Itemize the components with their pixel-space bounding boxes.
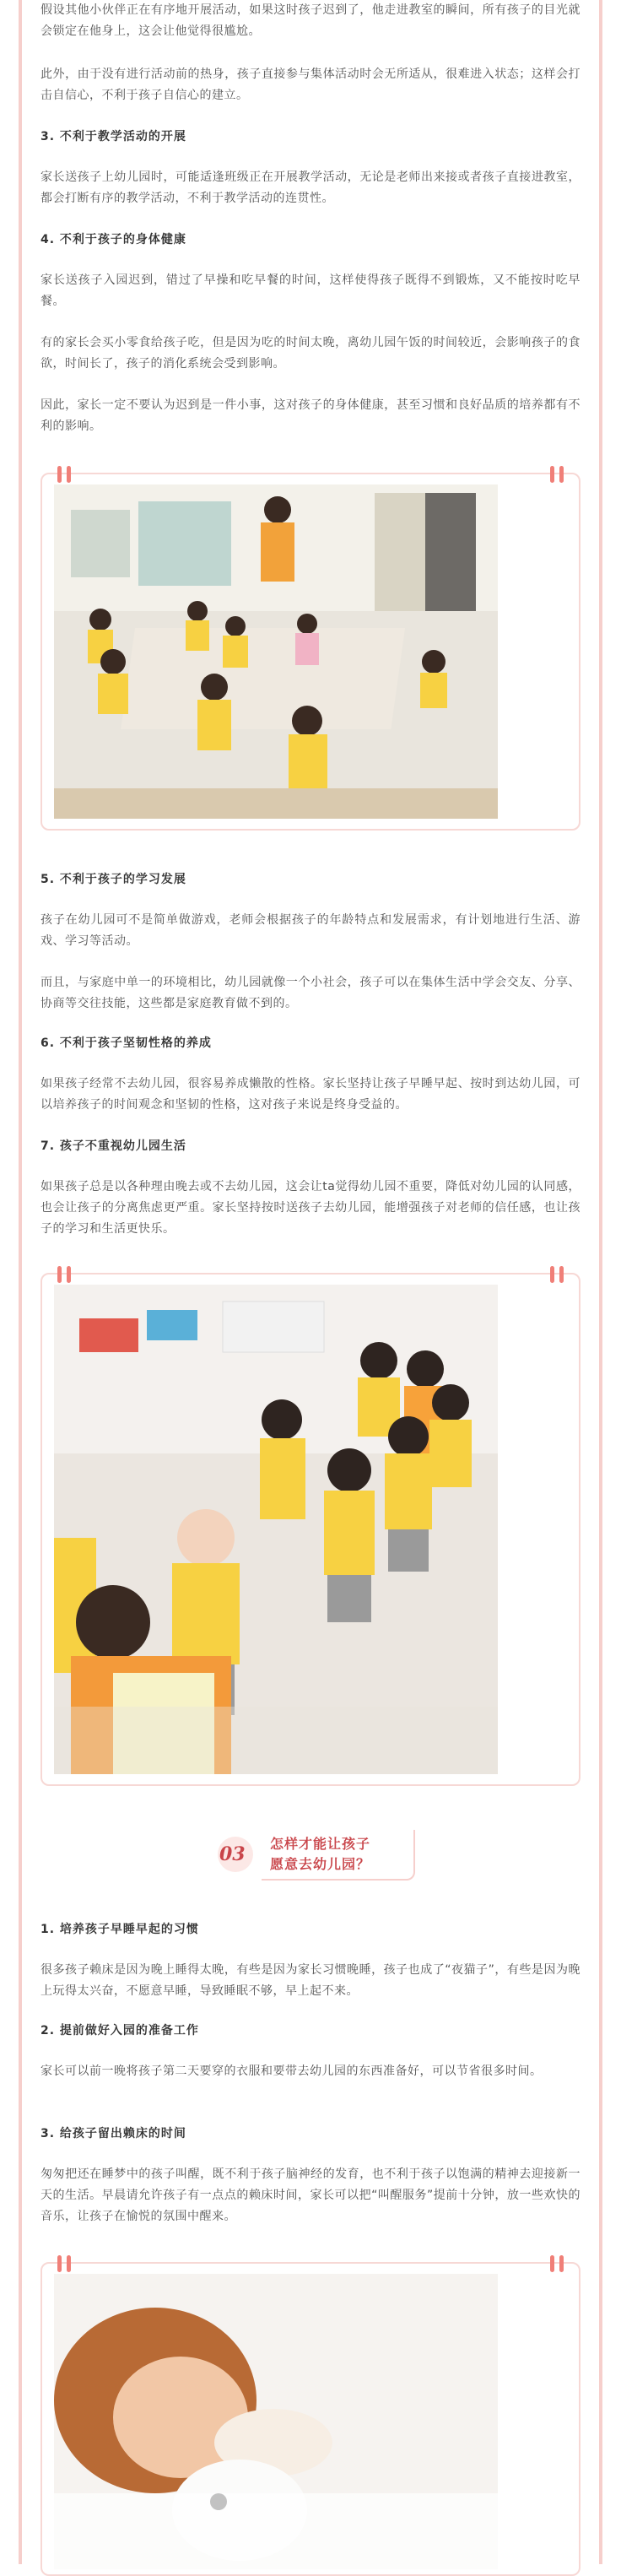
paragraph: 很多孩子赖床是因为晚上睡得太晚，有些是因为家长习惯晚睡，孩子也成了“夜猫子”，有些是因为晚上玩得太兴奋，不愿意早睡，导致睡眠不够，早上起不来。 — [40, 1963, 580, 1998]
paragraph: 因此，家长一定不要认为迟到是一件小事，这对孩子的身体健康，甚至习惯和良好品质的培养都有不利的影响。 — [40, 398, 580, 433]
photo-frame — [40, 1273, 580, 1786]
section-heading: 7. 孩子不重视幼儿园生活 — [40, 1139, 186, 1153]
children-lining-up-photo — [54, 1285, 498, 1774]
paragraph: 如果孩子经常不去幼儿园，很容易养成懒散的性格。家长坚持让孩子早睡早起、按时到达幼儿园，可以培养孩子的时间观念和坚韧的性格，这对孩子来说是终身受益的。 — [40, 1077, 580, 1112]
section-banner — [40, 1830, 580, 1889]
frame-pins — [57, 466, 71, 483]
paragraph: 家长送孩子上幼儿园时，可能适逢班级正在开展教学活动，无论是老师出来接或者孩子直接进教室，都会打断有序的教学活动，不利于教学活动的连贯性。 — [40, 170, 580, 205]
section-heading: 6. 不利于孩子坚韧性格的养成 — [40, 1036, 212, 1050]
frame-pins — [550, 1266, 564, 1283]
paragraph: 家长可以前一晚将孩子第二天要穿的衣服和要带去幼儿园的东西准备好，可以节省很多时间。 — [40, 2065, 543, 2078]
frame-pins — [550, 466, 564, 483]
photo-frame — [40, 2262, 580, 2576]
paragraph: 如果孩子总是以各种理由晚去或不去幼儿园，这会让ta觉得幼儿园不重要，降低对幼儿园的认同感，也会让孩子的分离焦虑更严重。家长坚持按时送孩子去幼儿园，能增强孩子对老师的信任感，也让孩子的学习和生活更快乐。 — [40, 1180, 580, 1236]
paragraph: 家长送孩子入园迟到，错过了早操和吃早餐的时间，这样使得孩子既得不到锻炼，又不能按时吃早餐。 — [40, 273, 580, 308]
paragraph: 而且，与家庭中单一的环境相比，幼儿园就像一个小社会，孩子可以在集体生活中学会交友、分享、协商等交往技能，这些都是家庭教育做不到的。 — [40, 976, 580, 1010]
section-heading: 4. 不利于孩子的身体健康 — [40, 233, 186, 246]
intro-block — [40, 0, 580, 42]
paragraph: 孩子在幼儿园可不是简单做游戏，老师会根据孩子的年龄特点和发展需求，有计划地进行生活、游戏、学习等活动。 — [40, 913, 580, 948]
classroom-meal-photo — [54, 484, 498, 819]
paragraph: 匆匆把还在睡梦中的孩子叫醒，既不利于孩子脑神经的发育，也不利于孩子以饱满的精神去迎接新一天的生活。早晨请允许孩子有一点点的赖床时间，家长可以把“叫醒服务”提前十分钟，放一些欢快的音乐，让孩子在愉悦的氛围中醒来。 — [40, 2167, 580, 2223]
banner-number: 03 — [219, 1843, 246, 1865]
frame-pins — [550, 2255, 564, 2272]
frame-pins — [57, 2255, 71, 2272]
banner-title-line1: 怎样才能让孩子 — [270, 1836, 371, 1852]
sleeping-child-photo — [54, 2274, 498, 2569]
left-border-rail — [19, 0, 22, 2564]
section-heading: 5. 不利于孩子的学习发展 — [40, 873, 186, 886]
frame-pins — [57, 1266, 71, 1283]
right-border-rail — [599, 0, 602, 2564]
photo-frame — [40, 473, 580, 831]
section-heading: 1. 培养孩子早睡早起的习惯 — [40, 1923, 199, 1936]
banner-title-line2: 愿意去幼儿园？ — [270, 1856, 371, 1872]
section-heading: 2. 提前做好入园的准备工作 — [40, 2024, 199, 2038]
paragraph: 假设其他小伙伴正在有序地开展活动，如果这时孩子迟到了，他走进教室的瞬间，所有孩子的目光就会锁定在他身上，这会让他觉得很尴尬。 — [40, 3, 580, 38]
section-heading: 3. 给孩子留出赖床的时间 — [40, 2127, 186, 2140]
section-heading: 3. 不利于教学活动的开展 — [40, 130, 186, 143]
paragraph: 此外，由于没有进行活动前的热身，孩子直接参与集体活动时会无所适从，很难进入状态；这样会打击自信心，不利于孩子自信心的建立。 — [40, 68, 580, 102]
paragraph: 有的家长会买小零食给孩子吃，但是因为吃的时间太晚，离幼儿园午饭的时间较近，会影响孩子的食欲，时间长了，孩子的消化系统会受到影响。 — [40, 336, 580, 371]
